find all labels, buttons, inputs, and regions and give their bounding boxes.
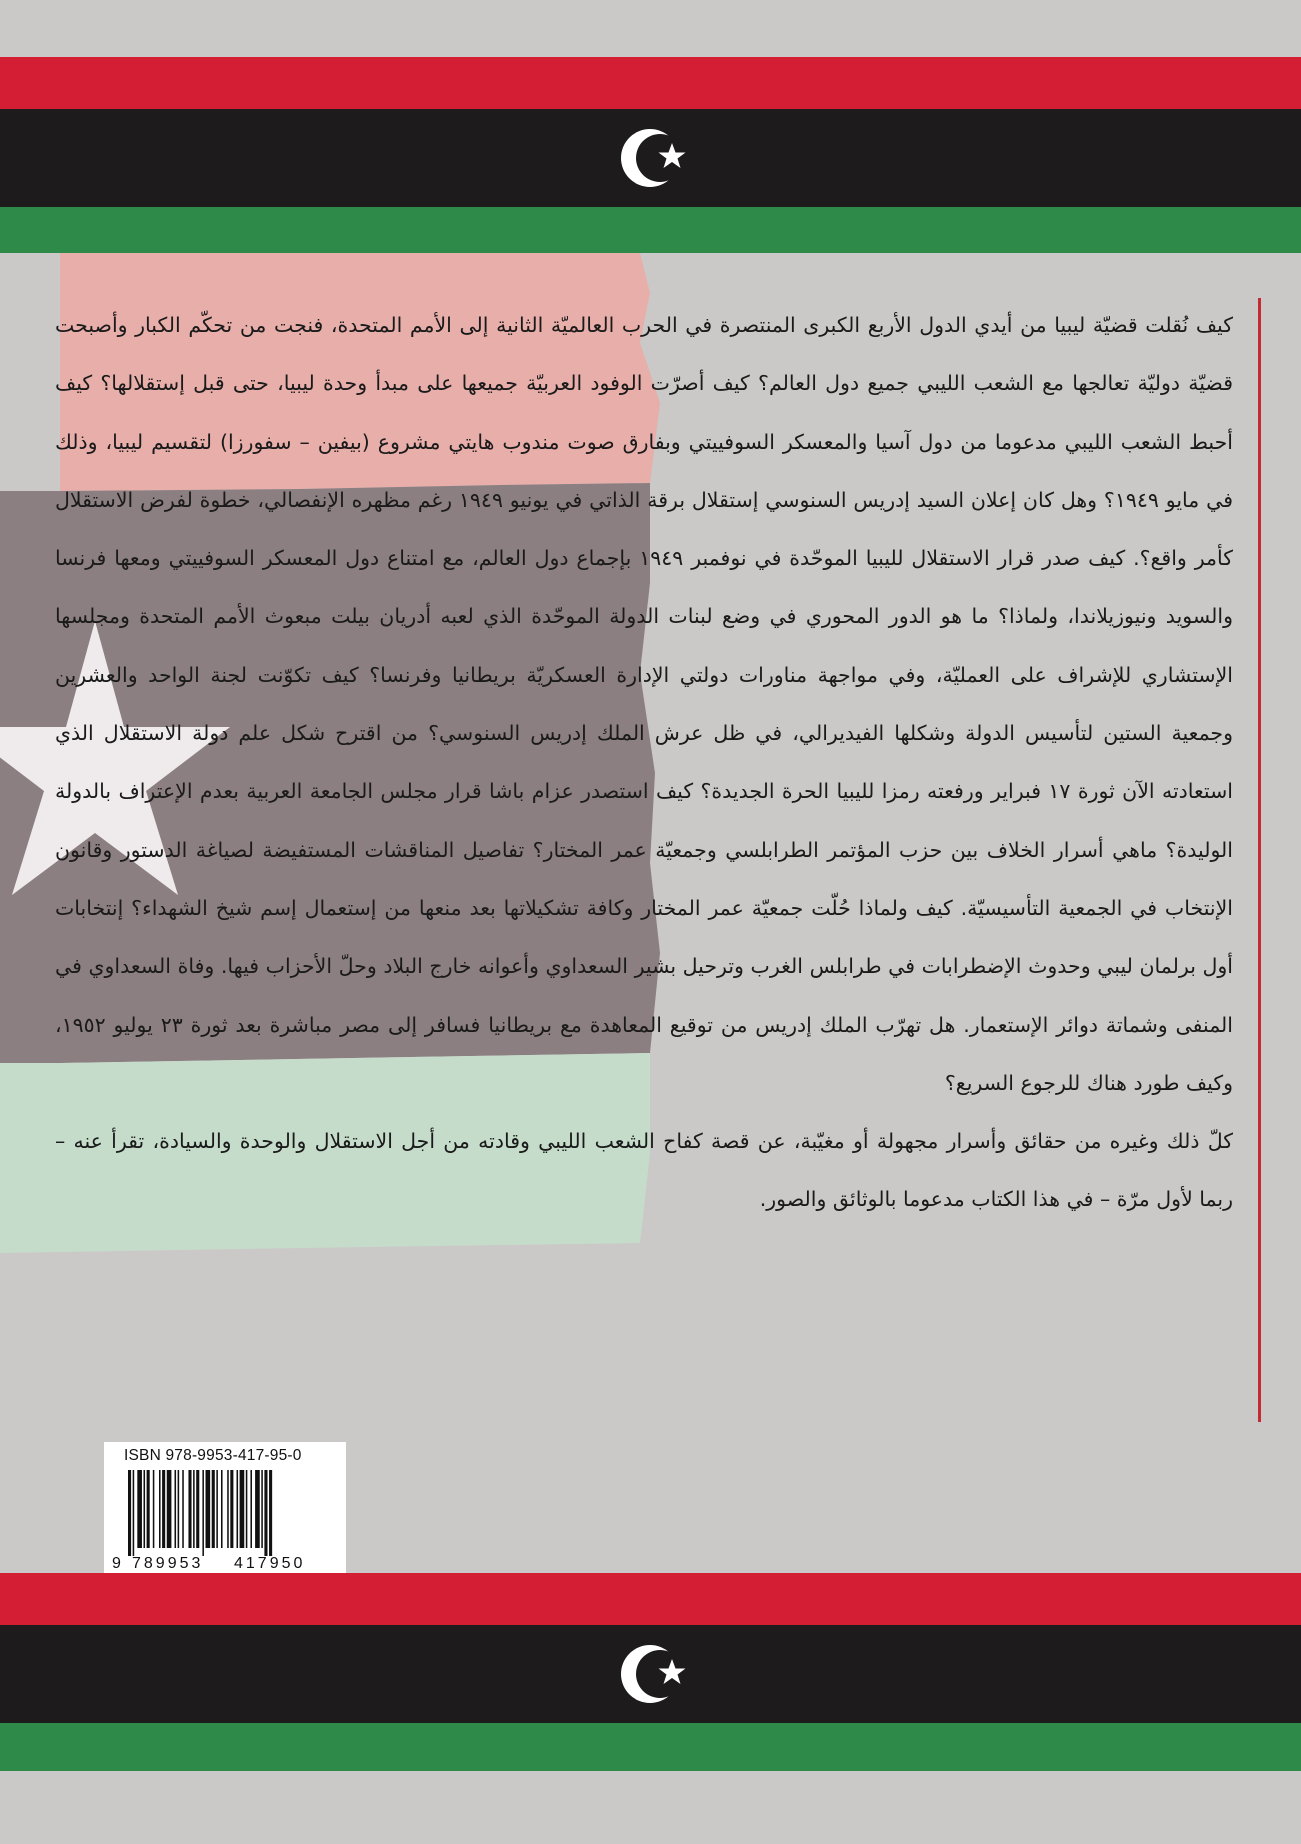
barcode-bar (188, 1470, 191, 1548)
barcode-digits-right: 417950 (234, 1555, 306, 1570)
barcode-bar (167, 1470, 172, 1548)
barcode-bar (144, 1470, 146, 1548)
barcode-bar (230, 1470, 233, 1548)
crescent-star-icon (610, 118, 700, 198)
barcode-bar (227, 1470, 229, 1548)
isbn-label: ISBN 978-9953-417-95-0 (124, 1447, 302, 1464)
barcode-bar (193, 1470, 195, 1548)
barcode-bar (221, 1470, 223, 1548)
barcode-bar (128, 1470, 131, 1556)
barcode-bar (137, 1470, 142, 1548)
barcode-bar (255, 1470, 260, 1548)
barcode-bar (269, 1470, 272, 1556)
barcode-bar (246, 1470, 248, 1548)
crescent-star-icon (610, 1634, 700, 1714)
isbn-barcode (104, 1442, 346, 1578)
barcode-bar (250, 1470, 252, 1548)
flag-green-stripe-bottom (0, 1723, 1301, 1771)
barcode-bars (110, 1470, 340, 1570)
barcode-bar (147, 1470, 150, 1548)
barcode-digit-first: 9 (112, 1555, 121, 1570)
barcode-bar (261, 1470, 263, 1548)
barcode-bar (196, 1470, 199, 1548)
flag-green-stripe-top (0, 207, 1301, 253)
flag-red-stripe-bottom (0, 1573, 1301, 1625)
barcode-bar (202, 1470, 204, 1556)
barcode-bar (237, 1470, 239, 1548)
barcode-digits-left: 789953 (132, 1555, 204, 1570)
barcode-bar (178, 1470, 180, 1548)
barcode-bar (206, 1470, 211, 1548)
flag-red-stripe-top (0, 57, 1301, 109)
barcode-bar (264, 1470, 267, 1556)
blurb-text (55, 296, 1233, 1229)
barcode-bar (133, 1470, 135, 1556)
blurb-paragraph-2: كلّ ذلك وغيره من حقائق وأسرار مجهولة أو مغيّبة، عن قصة كفاح الشعب الليبي وقادته من أجل الاستقلال والوحدة والسيادة، تقرأ عنه – ربما لأول مرّة – في هذا الكتاب مدعوما بالوثائق والصور. (55, 1129, 1233, 1212)
barcode-bar (153, 1470, 155, 1548)
blurb-paragraph-1: كيف نُقلت قضيّة ليبيا من أيدي الدول الأربع الكبرى المنتصرة في الحرب العالميّة الثانية إلى الأمم المتحدة، فنجت من تحكّم الكبار وأصبحت قضيّة دوليّة تعالجها مع الشعب الليبي جميع دول العالم؟ كيف أصرّت الوفود العربيّة جميعها على مبدأ وحدة ليبيا، حتى قبل إستقلالها؟ كيف أحبط الشعب الليبي مدعوما من دول آسيا والمعسكر السوفييتي وبفارق صوت مندوب هايتي مشروع (بيفين – سفورزا) لتقسيم ليبيا، وذلك في مايو ١٩٤٩؟ وهل كان إعلان السيد إدريس السنوسي إستقلال برقة الذاتي في يونيو ١٩٤٩ رغم مظهره الإنفصالي، خطوة لفرض الاستقلال كأمر واقع؟. كيف صدر قرار الاستقلال لليبيا الموحّدة في نوفمبر ١٩٤٩ بإجماع دول العالم، مع امتناع دول المعسكر السوفييتي ومعها فرنسا والسويد ونيوزيلاندا، ولماذا؟ ما هو الدور المحوري في وضع لبنات الدولة الموحّدة الذي لعبه أدريان بيلت مبعوث الأمم المتحدة ومجلسها الإستشاري للإشراف على العمليّة، وفي مواجهة مناورات دولتي الإدارة العسكريّة بريطانيا وفرنسا؟ كيف تكوّنت لجنة الواحد والعشرين وجمعية الستين لتأسيس الدولة وشكلها الفيديرالي، في ظل عرش الملك إدريس السنوسي؟ من اقترح شكل علم دولة الاستقلال الذي استعادته الآن ثورة ١٧ فبراير ورفعته رمزا لليبيا الحرة الجديدة؟ كيف استصدر عزام باشا قرار مجلس الجامعة العربية بعدم الإعتراف بالدولة الوليدة؟ ماهي أسرار الخلاف بين حزب المؤتمر الطرابلسي وجمعيّة عمر المختار؟ تفاصيل المناقشات المستفيضة لصياغة الدستور وقانون الإنتخاب في الجمعية التأسيسيّة. كيف ولماذا حُلّت جمعيّة عمر المختار وكافة تشكيلاتها بعد منعها من إستعمال إسم شيخ الشهداء؟ إنتخابات أول برلمان ليبي وحدوث الإضطرابات في طرابلس الغرب وترحيل بشير السعداوي وأعوانه خارج البلاد وحلّ الأحزاب فيها. وفاة السعداوي في المنفى وشماتة دوائر الإستعمار. هل تهرّب الملك إدريس من توقيع المعاهدة مع بريطانيا فسافر إلى مصر مباشرة بعد ثورة ٢٣ يوليو ١٩٥٢، وكيف طورد هناك للرجوع السريع؟ (55, 313, 1233, 1095)
barcode-bar (162, 1470, 165, 1548)
vertical-accent-rule (1258, 298, 1261, 1422)
barcode-bar (212, 1470, 215, 1548)
barcode-bar (182, 1470, 184, 1548)
barcode-bar (240, 1470, 245, 1548)
barcode-bar (159, 1470, 161, 1548)
barcode-bar (216, 1470, 218, 1548)
barcode-bar (175, 1470, 177, 1548)
